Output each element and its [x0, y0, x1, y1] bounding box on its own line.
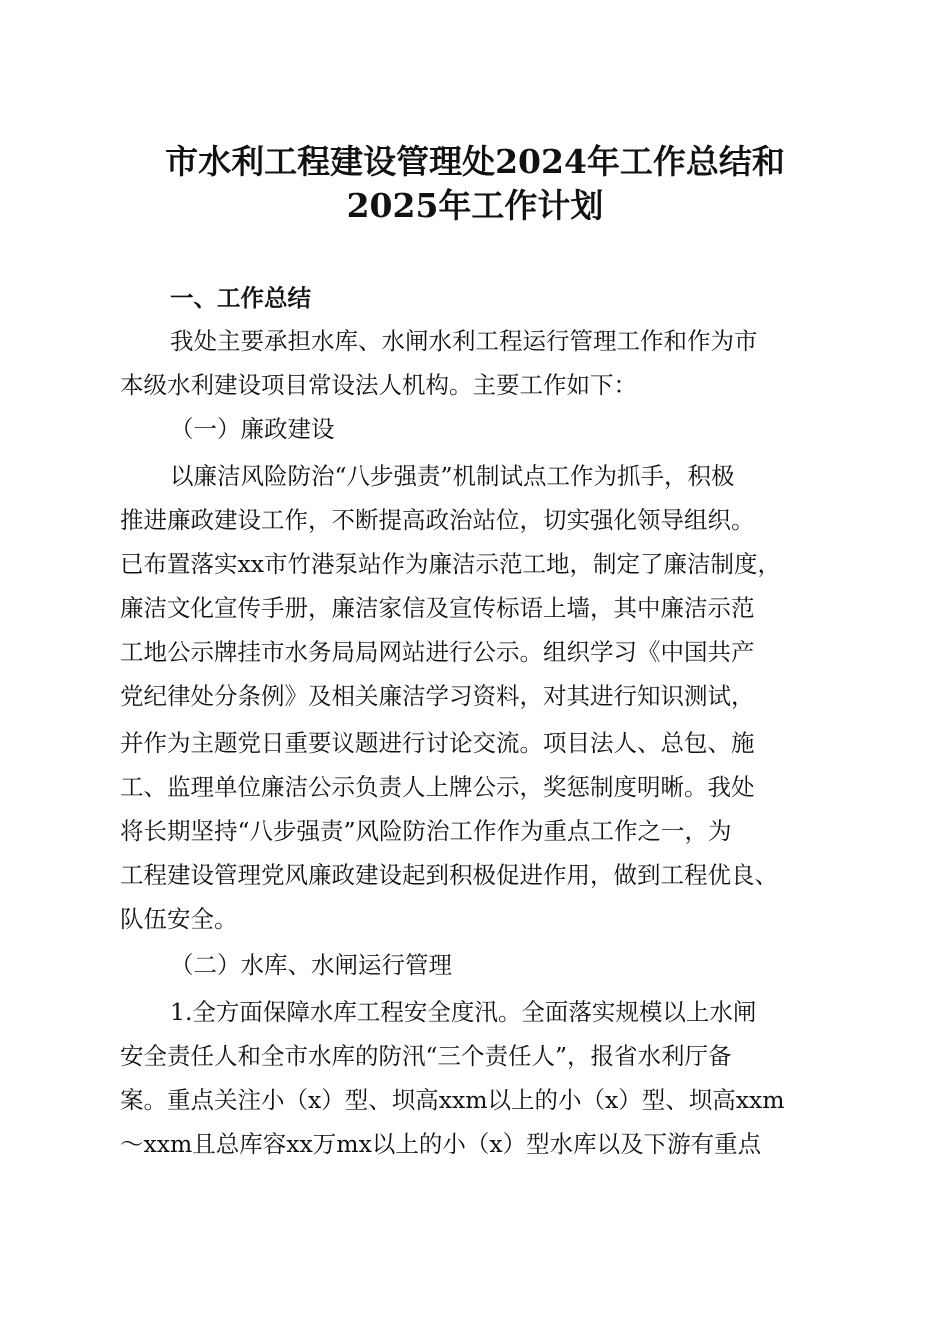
intro-line-1: 我处主要承担水库、水闸水利工程运行管理工作和作为市: [170, 327, 758, 355]
integrity-paragraph-line: 工、监理单位廉洁公示负责人上牌公示，奖惩制度明晰。我处: [120, 773, 755, 801]
integrity-paragraph-line: 以廉洁风险防治“八步强责”机制试点工作为抓手，积极: [170, 462, 735, 490]
reservoir-paragraph-line: 1.全方面保障水库工程安全度汛。全面落实规模以上水闸: [170, 998, 757, 1026]
document-title-line-2: 2025年工作计划: [346, 186, 604, 225]
reservoir-paragraph-line: 案。重点关注小（x）型、坝高xxm以上的小（x）型、坝高xxm: [120, 1086, 785, 1114]
subsection-heading-integrity: （一）廉政建设: [170, 415, 335, 443]
integrity-paragraph-line: 工地公示牌挂市水务局局网站进行公示。组织学习《中国共产: [120, 638, 755, 666]
integrity-paragraph-line: 党纪律处分条例》及相关廉洁学习资料，对其进行知识测试，: [120, 682, 755, 710]
integrity-paragraph-line: 并作为主题党日重要议题进行讨论交流。项目法人、总包、施: [120, 729, 755, 757]
subsection-heading-reservoir-operation: （二）水库、水闸运行管理: [170, 951, 452, 979]
document-title-line-1: 市水利工程建设管理处2024年工作总结和: [165, 142, 785, 181]
section-heading-work-summary: 一、工作总结: [170, 284, 311, 312]
reservoir-paragraph-line: 安全责任人和全市水库的防汛“三个责任人”，报省水利厅备: [120, 1042, 732, 1070]
integrity-paragraph-line: 推进廉政建设工作，不断提高政治站位，切实强化领导组织。: [120, 506, 755, 534]
integrity-paragraph-line: 工程建设管理党风廉政建设起到积极促进作用，做到工程优良、: [120, 861, 778, 889]
reservoir-paragraph-line: ～xxm且总库容xx万mx以上的小（x）型水库以及下游有重点: [120, 1130, 762, 1158]
integrity-paragraph-line: 将长期坚持“八步强责”风险防治工作作为重点工作之一，为: [120, 817, 732, 845]
integrity-paragraph-line: 队伍安全。: [120, 905, 238, 933]
intro-line-2: 本级水利建设项目常设法人机构。主要工作如下：: [120, 371, 637, 399]
integrity-paragraph-line: 廉洁文化宣传手册，廉洁家信及宣传标语上墙，其中廉洁示范: [120, 594, 755, 622]
integrity-paragraph-line: 已布置落实xx市竹港泵站作为廉洁示范工地，制定了廉洁制度，: [120, 550, 782, 578]
